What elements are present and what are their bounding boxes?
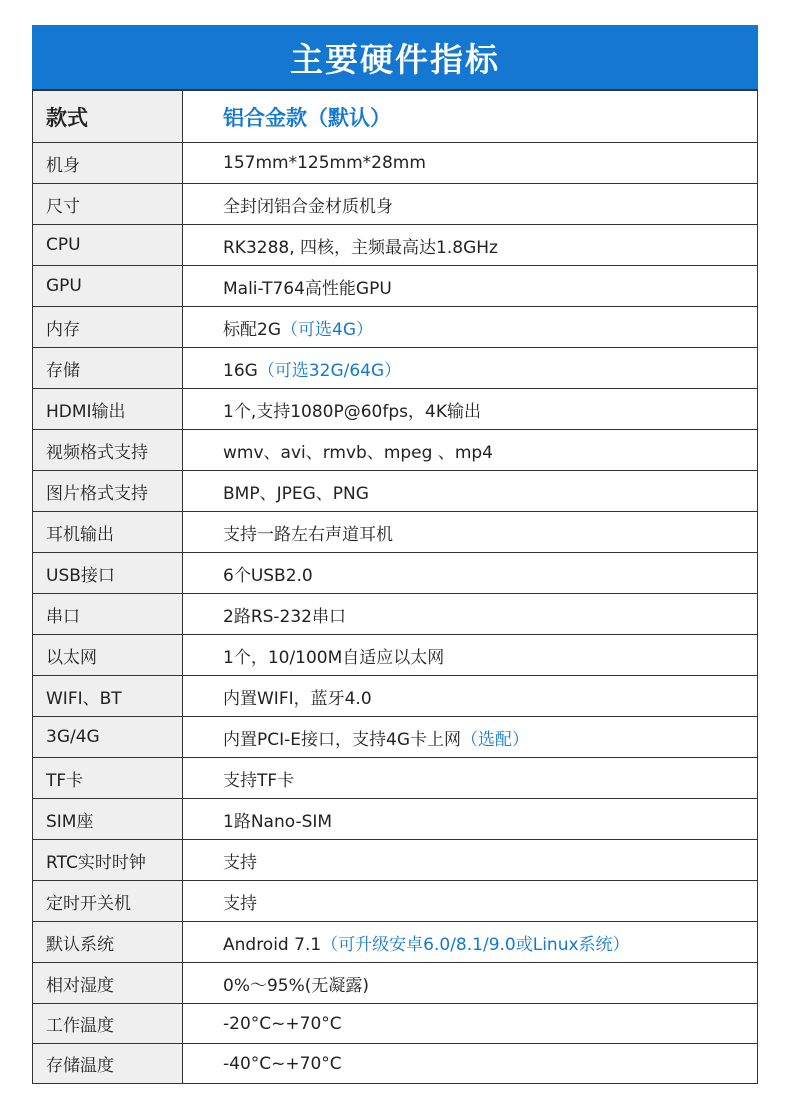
spec-table bbox=[32, 90, 758, 1084]
row-value bbox=[183, 1004, 758, 1044]
row-value bbox=[183, 963, 758, 1004]
table-row bbox=[33, 1004, 758, 1044]
table-row bbox=[33, 963, 758, 1004]
row-label: 存储温度 bbox=[33, 1044, 183, 1084]
table-row bbox=[33, 1044, 758, 1084]
table-row bbox=[33, 594, 758, 635]
row-label: 工作温度 bbox=[33, 1004, 183, 1044]
row-value-text: 157mm*125mm*28mm bbox=[223, 153, 426, 173]
row-value bbox=[183, 471, 758, 512]
row-label: 视频格式支持 bbox=[33, 430, 183, 471]
table-row bbox=[33, 676, 758, 717]
table-row bbox=[33, 840, 758, 881]
table-row bbox=[33, 717, 758, 758]
row-value-text: RK3288, 四核，主频最高达1.8GHz bbox=[223, 237, 498, 258]
row-value-text: 支持 bbox=[223, 893, 257, 914]
row-value-text: wmv、avi、rmvb、mpeg 、mp4 bbox=[223, 442, 493, 463]
row-value bbox=[183, 184, 758, 225]
row-label: CPU bbox=[33, 225, 183, 266]
row-value-text: 1个，10/100M自适应以太网 bbox=[223, 647, 445, 668]
row-value-text: 支持TF卡 bbox=[223, 770, 295, 791]
row-label: 串口 bbox=[33, 594, 183, 635]
row-label: USB接口 bbox=[33, 553, 183, 594]
row-label: 相对湿度 bbox=[33, 963, 183, 1004]
row-value bbox=[183, 430, 758, 471]
row-value bbox=[183, 553, 758, 594]
row-value-text: 6个USB2.0 bbox=[223, 565, 313, 586]
row-value bbox=[183, 389, 758, 430]
table-row bbox=[33, 184, 758, 225]
row-label: 尺寸 bbox=[33, 184, 183, 225]
row-value-text: 标配2G bbox=[223, 319, 281, 340]
table-row bbox=[33, 348, 758, 389]
table-row bbox=[33, 553, 758, 594]
row-value-text: 1个,支持1080P@60fps，4K输出 bbox=[223, 401, 481, 422]
row-value-text: 0%～95%(无凝露) bbox=[223, 975, 370, 996]
row-label: SIM座 bbox=[33, 799, 183, 840]
row-value bbox=[183, 717, 758, 758]
row-value bbox=[183, 307, 758, 348]
row-label: HDMI输出 bbox=[33, 389, 183, 430]
table-row bbox=[33, 225, 758, 266]
row-value bbox=[183, 1044, 758, 1084]
row-value bbox=[183, 635, 758, 676]
row-value-text: -20°C~+70°C bbox=[223, 1013, 342, 1034]
table-row bbox=[33, 758, 758, 799]
page-title: 主要硬件指标 bbox=[32, 25, 758, 90]
row-label: 内存 bbox=[33, 307, 183, 348]
row-value-note: （可选32G/64G） bbox=[257, 360, 402, 381]
row-value bbox=[183, 225, 758, 266]
table-row bbox=[33, 922, 758, 963]
row-value bbox=[183, 143, 758, 184]
row-label: WIFI、BT bbox=[33, 676, 183, 717]
row-value-text: 内置WIFI，蓝牙4.0 bbox=[223, 688, 372, 709]
table-row bbox=[33, 512, 758, 553]
row-value-text: 支持一路左右声道耳机 bbox=[223, 524, 393, 545]
table-row bbox=[33, 307, 758, 348]
row-value-text: Android 7.1 bbox=[223, 934, 322, 955]
row-value bbox=[183, 266, 758, 307]
row-label: 以太网 bbox=[33, 635, 183, 676]
row-value-text: 16G bbox=[223, 360, 258, 381]
table-row bbox=[33, 430, 758, 471]
header-value: 铝合金款（默认） bbox=[183, 91, 758, 143]
row-value-text: 内置PCI-E接口，支持4G卡上网 bbox=[223, 729, 461, 750]
row-value bbox=[183, 881, 758, 922]
header-label: 款式 bbox=[33, 91, 183, 143]
row-value bbox=[183, 758, 758, 799]
table-row bbox=[33, 389, 758, 430]
row-value-text: 全封闭铝合金材质机身 bbox=[223, 196, 393, 217]
row-label: 图片格式支持 bbox=[33, 471, 183, 512]
row-value-note: （可选4G） bbox=[281, 319, 373, 340]
table-row bbox=[33, 799, 758, 840]
row-label: 默认系统 bbox=[33, 922, 183, 963]
row-label: 耳机输出 bbox=[33, 512, 183, 553]
row-label: 3G/4G bbox=[33, 717, 183, 758]
table-header-row bbox=[33, 91, 758, 143]
row-label: 存储 bbox=[33, 348, 183, 389]
row-value-text: BMP、JPEG、PNG bbox=[223, 483, 369, 504]
table-row bbox=[33, 881, 758, 922]
row-value bbox=[183, 840, 758, 881]
row-value bbox=[183, 594, 758, 635]
spec-sheet bbox=[32, 25, 758, 1084]
table-row bbox=[33, 471, 758, 512]
row-label: GPU bbox=[33, 266, 183, 307]
row-value-note: （可升级安卓6.0/8.1/9.0或Linux系统） bbox=[321, 934, 630, 955]
row-value-text: 1路Nano-SIM bbox=[223, 811, 333, 832]
row-label: TF卡 bbox=[33, 758, 183, 799]
row-value-text: 支持 bbox=[223, 852, 257, 873]
row-value-text: -40°C~+70°C bbox=[223, 1053, 342, 1074]
table-row bbox=[33, 635, 758, 676]
row-value bbox=[183, 676, 758, 717]
row-value-note: （选配） bbox=[461, 729, 529, 750]
row-label: 机身 bbox=[33, 143, 183, 184]
table-row bbox=[33, 266, 758, 307]
row-label: 定时开关机 bbox=[33, 881, 183, 922]
row-value bbox=[183, 799, 758, 840]
row-label: RTC实时时钟 bbox=[33, 840, 183, 881]
row-value-text: 2路RS-232串口 bbox=[223, 606, 347, 627]
row-value bbox=[183, 512, 758, 553]
table-row bbox=[33, 143, 758, 184]
row-value bbox=[183, 348, 758, 389]
row-value bbox=[183, 922, 758, 963]
row-value-text: Mali-T764高性能GPU bbox=[223, 278, 392, 299]
